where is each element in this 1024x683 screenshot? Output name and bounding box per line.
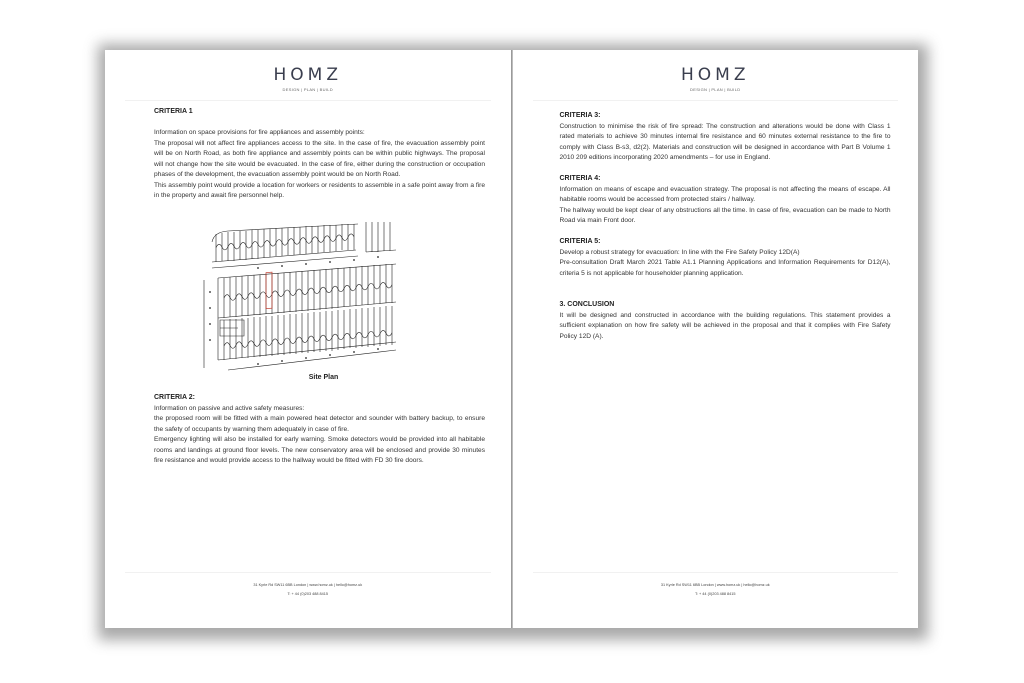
brand-tagline: DESIGN | PLAN | BUILD: [690, 87, 741, 92]
brand-logo: HOMZ: [681, 65, 750, 85]
criteria-2-heading: CRITERIA 2:: [154, 394, 195, 401]
footer-address: 31 Kyrle Rd SW11 6BB London | www.homz.uk | hello@homz.uk: [253, 583, 363, 587]
page-footer: [105, 581, 511, 599]
criteria-1-body-2: This assembly point would provide a location for workers or residents to assemble in a safe point away from a fire in the property and await fire personnel help.: [154, 181, 485, 199]
page-right: [512, 50, 919, 628]
criteria-3-heading: CRITERIA 3:: [559, 112, 601, 119]
footer-phone: T: + 44 (0)203 488 8415: [695, 592, 736, 596]
footer-phone: T: + 44 (0)203 488 8415: [287, 592, 328, 596]
criteria-5-body-2: Pre-consultation Draft March 2021 Table A1.1 Planning Applications and Information Requirements for D12(A), criteria 5 is not applicable for householder planning application.: [559, 259, 891, 277]
site-plan-caption: Site Plan: [308, 373, 339, 381]
criteria-5-heading: CRITERIA 5:: [559, 238, 601, 245]
header-rule: [533, 100, 899, 101]
criteria-5-body: Develop a robust strategy for evacuation: In line with the Fire Safety Policy 12D(A): [559, 248, 800, 256]
page-content: [154, 107, 485, 467]
criteria-1-body: The proposal will not affect fire appliances access to the site. In the case of fire, the evacuation assembly point will be on North Road, as both fire appliance and assembly points can be within public highways. The proposal will not change how the site would be evacuated. In the case of fire, either during the construction or occupation phases of the development, the evacuation assembly point would be on North Road.: [154, 139, 485, 178]
conclusion-body: It will be designed and constructed in accordance with the building regulations. This statement provides a sufficient explanation on how fire safety will be achieved in the proposal and that it complies with Fire Safety Policy 12D (A).: [559, 311, 891, 340]
criteria-2-body: the proposed room will be fitted with a main powered heat detector and sounder with battery backup, to ensure the safety of occupants by warning them adequately in case of fire.: [154, 415, 485, 433]
footer-rule: [125, 572, 491, 573]
criteria-2-body-2: Emergency lighting will also be installed for early warning. Smoke detectors would be provided into all habitable rooms and landings at ground floor levels. The new conservatory area will be enclosed and provide 30 minutes fire resistance and would provide access to the hallway would be fitted with FD 30 fire doors.: [154, 436, 485, 464]
footer-rule: [533, 572, 899, 573]
site-plan-drawing: [198, 220, 398, 375]
brand-header: [513, 66, 919, 92]
document-spread: [105, 50, 918, 628]
criteria-4-heading: CRITERIA 4:: [559, 175, 601, 182]
brand-logo: HOMZ: [273, 65, 342, 85]
criteria-4-body: Information on means of escape and evacuation strategy. The proposal is not affecting the means of escape. All habitable rooms would be accessed from protected stairs / hallway.: [559, 185, 891, 203]
conclusion-heading: 3. CONCLUSION: [559, 301, 615, 308]
page-footer: [513, 581, 919, 599]
footer-address: 31 Kyrle Rd SW11 6BB London | www.homz.uk | hello@homz.uk: [660, 583, 770, 587]
brand-tagline: DESIGN | PLAN | BUILD: [282, 87, 333, 92]
page-content: [560, 111, 891, 342]
criteria-1-heading: CRITERIA 1: [154, 108, 193, 115]
criteria-1-intro: Information on space provisions for fire appliances and assembly points:: [154, 129, 365, 136]
page-left: [105, 50, 512, 628]
brand-header: [105, 66, 511, 92]
criteria-2-intro: Information on passive and active safety measures:: [154, 404, 305, 412]
criteria-4-body-2: The hallway would be kept clear of any obstructions all the time. In case of fire, evacuation can be made to North Road via main Front door.: [559, 206, 891, 224]
criteria-3-body: Construction to minimise the risk of fire spread: The construction and alterations would be done with Class 1 rated materials to achieve 30 minutes internal fire resistance and 60 minutes external resistance to the fire to comply with Class B-s3, d2(2). Materials and construction will be designed in accordance with Part B Volume 1 2010 209 editions incorporating 2020 amendments – for use in England.: [559, 122, 891, 161]
header-rule: [125, 100, 491, 101]
